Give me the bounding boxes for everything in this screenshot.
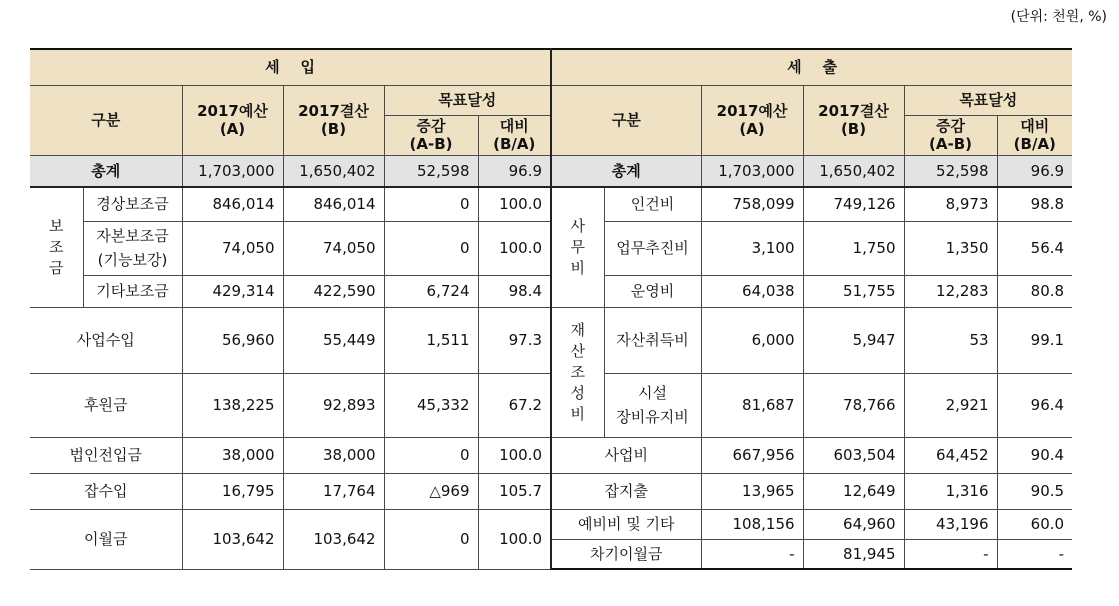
table-cell: 81,945 — [803, 539, 904, 569]
table-cell: 74,050 — [283, 221, 384, 275]
table-cell: 64,038 — [701, 275, 803, 307]
expense-row-label: 예비비 및 기타 — [551, 509, 701, 539]
expense-change-header: 증감 (A-B) — [904, 115, 997, 155]
income-row-label: 경상보조금 — [83, 187, 182, 221]
income-change-header: 증감 (A-B) — [384, 115, 478, 155]
table-row — [30, 187, 1072, 221]
table-cell: 97.3 — [478, 307, 551, 373]
table-row — [30, 473, 1072, 509]
expense-total-budget: 1,703,000 — [701, 155, 803, 187]
expense-total-settle: 1,650,402 — [803, 155, 904, 187]
group-subsidy: 보 조 금 — [30, 187, 83, 307]
table-cell: 90.4 — [997, 437, 1072, 473]
income-total-ratio: 96.9 — [478, 155, 551, 187]
expense-row-label: 사업비 — [551, 437, 701, 473]
group-office: 사 무 비 — [551, 187, 604, 307]
table-cell: 1,350 — [904, 221, 997, 275]
income-title: 세 입 — [30, 49, 551, 85]
income-row-label: 자본보조금 (기능보강) — [83, 221, 182, 275]
table-cell: 38,000 — [283, 437, 384, 473]
expense-row-label: 차기이월금 — [551, 539, 701, 569]
expense-budget-header: 2017예산 (A) — [701, 85, 803, 155]
table-cell: 55,449 — [283, 307, 384, 373]
table-cell: 13,965 — [701, 473, 803, 509]
expense-row-label: 운영비 — [604, 275, 701, 307]
income-row-label: 법인전입금 — [30, 437, 182, 473]
income-category-header: 구분 — [30, 85, 182, 155]
table-cell: 1,316 — [904, 473, 997, 509]
income-total-settle: 1,650,402 — [283, 155, 384, 187]
table-cell: 846,014 — [182, 187, 283, 221]
table-row — [30, 307, 1072, 373]
table-cell: 758,099 — [701, 187, 803, 221]
table-cell: 103,642 — [283, 509, 384, 569]
expense-total-label: 총계 — [551, 155, 701, 187]
table-cell: 1,511 — [384, 307, 478, 373]
income-row-label: 기타보조금 — [83, 275, 182, 307]
table-cell: 108,156 — [701, 509, 803, 539]
income-target-header: 목표달성 — [384, 85, 551, 115]
table-cell: 98.8 — [997, 187, 1072, 221]
expense-title: 세 출 — [551, 49, 1072, 85]
table-cell: 603,504 — [803, 437, 904, 473]
income-total-label: 총계 — [30, 155, 182, 187]
table-cell: 0 — [384, 221, 478, 275]
expense-row-label: 잡지출 — [551, 473, 701, 509]
table-cell: 80.8 — [997, 275, 1072, 307]
income-row-label: 잡수입 — [30, 473, 182, 509]
expense-row-label: 인건비 — [604, 187, 701, 221]
table-cell: 100.0 — [478, 221, 551, 275]
table-cell: 51,755 — [803, 275, 904, 307]
table-cell: 96.4 — [997, 373, 1072, 437]
table-cell: 100.0 — [478, 187, 551, 221]
table-cell: 16,795 — [182, 473, 283, 509]
income-settle-header: 2017결산 (B) — [283, 85, 384, 155]
expense-category-header: 구분 — [551, 85, 701, 155]
table-cell: 64,960 — [803, 509, 904, 539]
table-cell: 667,956 — [701, 437, 803, 473]
table-cell: 38,000 — [182, 437, 283, 473]
table-cell: 8,973 — [904, 187, 997, 221]
table-cell: 2,921 — [904, 373, 997, 437]
table-cell: 749,126 — [803, 187, 904, 221]
income-total-budget: 1,703,000 — [182, 155, 283, 187]
table-cell: 64,452 — [904, 437, 997, 473]
income-total-change: 52,598 — [384, 155, 478, 187]
table-cell: 6,724 — [384, 275, 478, 307]
table-cell: 17,764 — [283, 473, 384, 509]
table-cell: 12,649 — [803, 473, 904, 509]
table-row — [30, 509, 1072, 539]
table-cell: - — [904, 539, 997, 569]
income-row-label: 후원금 — [30, 373, 182, 437]
expense-total-ratio: 96.9 — [997, 155, 1072, 187]
table-cell: 429,314 — [182, 275, 283, 307]
income-ratio-header: 대비 (B/A) — [478, 115, 551, 155]
expense-settle-header: 2017결산 (B) — [803, 85, 904, 155]
table-cell: 43,196 — [904, 509, 997, 539]
budget-settlement-table — [30, 48, 1072, 570]
table-cell: 12,283 — [904, 275, 997, 307]
table-cell: - — [997, 539, 1072, 569]
expense-total-change: 52,598 — [904, 155, 997, 187]
unit-note: (단위: 천원, %) — [1010, 9, 1107, 25]
income-row-label: 이월금 — [30, 509, 182, 569]
table-cell: 100.0 — [478, 437, 551, 473]
table-cell: 6,000 — [701, 307, 803, 373]
expense-ratio-header: 대비 (B/A) — [997, 115, 1072, 155]
expense-row-label: 시설 장비유지비 — [604, 373, 701, 437]
table-cell: 1,750 — [803, 221, 904, 275]
table-cell: 45,332 — [384, 373, 478, 437]
group-asset: 재 산 조 성 비 — [551, 307, 604, 437]
table-cell: 0 — [384, 437, 478, 473]
table-cell: 105.7 — [478, 473, 551, 509]
expense-row-label: 자산취득비 — [604, 307, 701, 373]
table-cell: 0 — [384, 187, 478, 221]
table-cell: 5,947 — [803, 307, 904, 373]
table-cell: 100.0 — [478, 509, 551, 569]
table-cell: 56.4 — [997, 221, 1072, 275]
table-cell: 138,225 — [182, 373, 283, 437]
table-cell: 67.2 — [478, 373, 551, 437]
income-budget-header: 2017예산 (A) — [182, 85, 283, 155]
table-cell: 0 — [384, 509, 478, 569]
table-row — [30, 437, 1072, 473]
total-row — [30, 155, 1072, 187]
table-cell: 60.0 — [997, 509, 1072, 539]
table-cell: 90.5 — [997, 473, 1072, 509]
table-cell: △969 — [384, 473, 478, 509]
table-cell: 846,014 — [283, 187, 384, 221]
table-cell: 74,050 — [182, 221, 283, 275]
table-cell: 81,687 — [701, 373, 803, 437]
table-cell: 92,893 — [283, 373, 384, 437]
table-cell: 99.1 — [997, 307, 1072, 373]
expense-target-header: 목표달성 — [904, 85, 1072, 115]
table-cell: 56,960 — [182, 307, 283, 373]
income-row-label: 사업수입 — [30, 307, 182, 373]
table-cell: 53 — [904, 307, 997, 373]
table-cell: 3,100 — [701, 221, 803, 275]
table-cell: 98.4 — [478, 275, 551, 307]
table-cell: 103,642 — [182, 509, 283, 569]
table-cell: 422,590 — [283, 275, 384, 307]
expense-row-label: 업무추진비 — [604, 221, 701, 275]
table-cell: - — [701, 539, 803, 569]
table-cell: 78,766 — [803, 373, 904, 437]
